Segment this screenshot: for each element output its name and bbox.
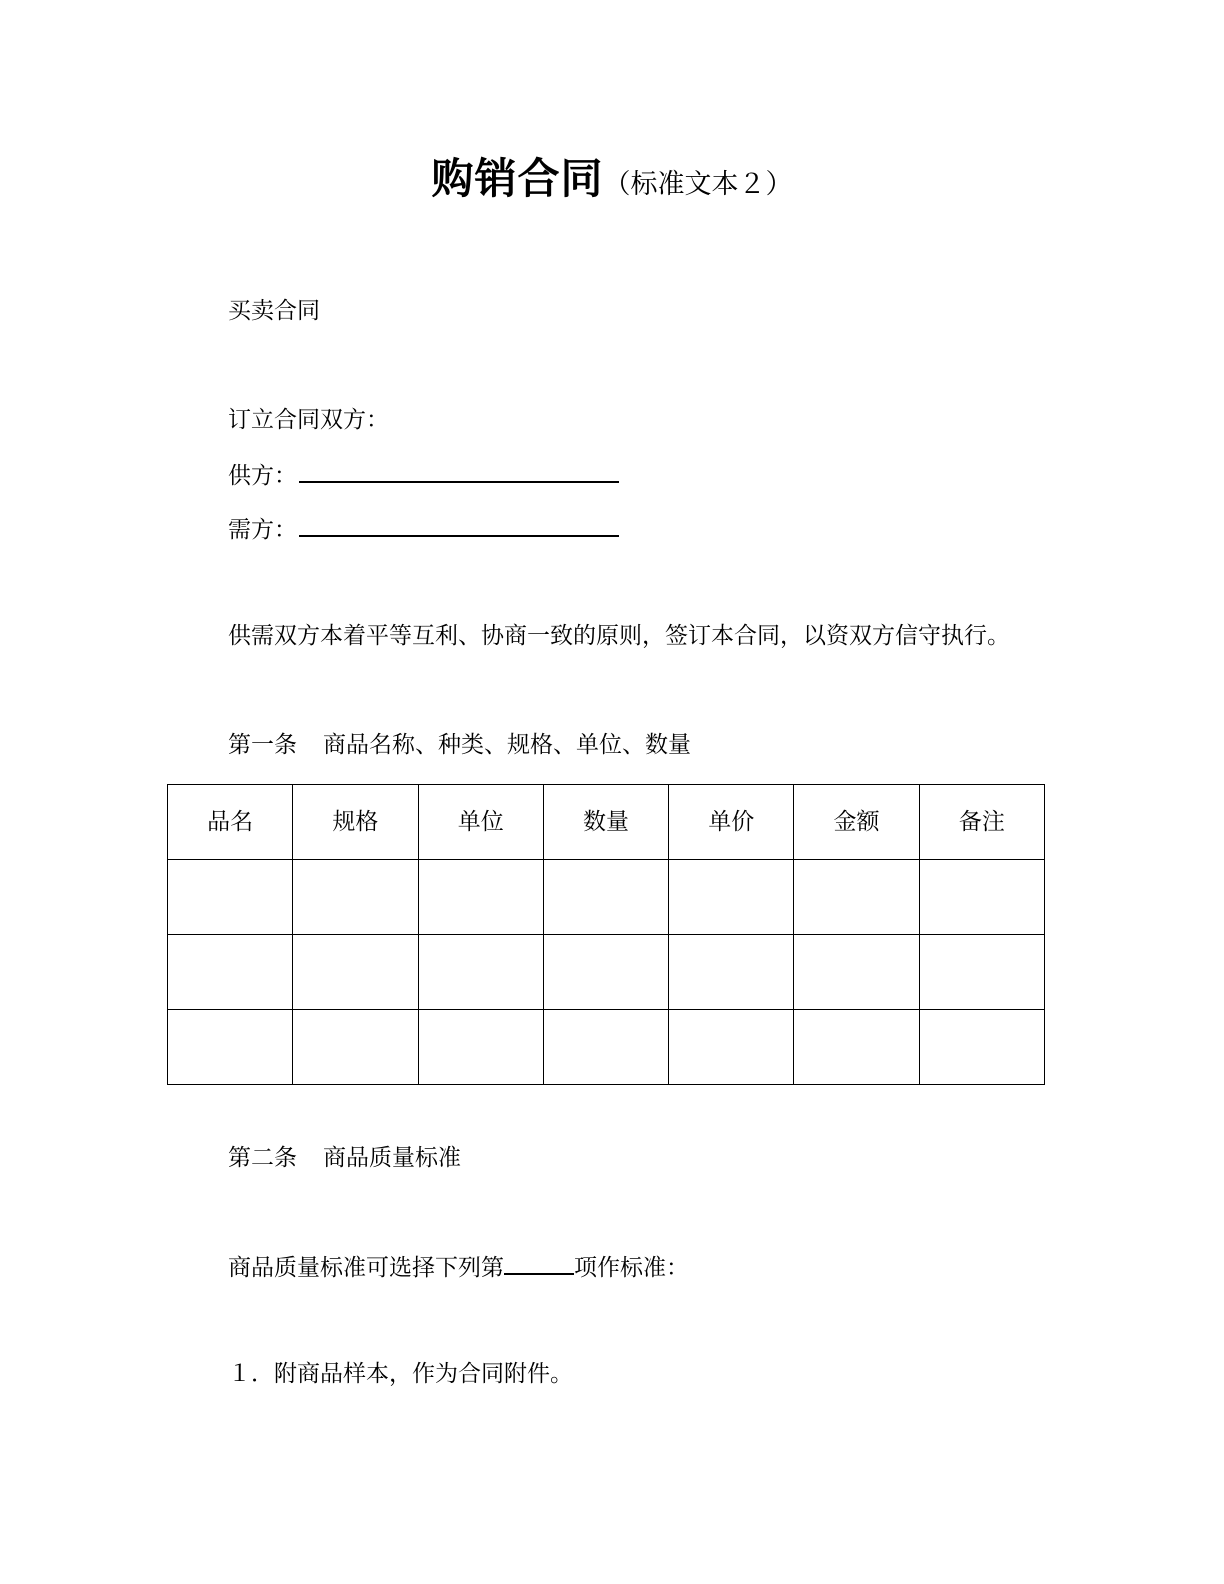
buyer-blank[interactable] xyxy=(299,513,619,537)
supplier-blank[interactable] xyxy=(299,459,619,483)
header-amount: 金额 xyxy=(794,785,919,860)
header-unit: 单位 xyxy=(418,785,543,860)
document-title xyxy=(0,146,1224,206)
header-remarks: 备注 xyxy=(919,785,1044,860)
table-cell[interactable] xyxy=(919,860,1044,935)
table-cell[interactable] xyxy=(293,935,418,1010)
table-cell[interactable] xyxy=(543,860,668,935)
table-cell[interactable] xyxy=(543,935,668,1010)
article1-heading xyxy=(228,730,691,760)
title-main: 购销合同 xyxy=(431,154,604,203)
table-cell[interactable] xyxy=(418,860,543,935)
buyer-line xyxy=(228,513,619,545)
goods-table xyxy=(167,784,1045,1085)
table-cell[interactable] xyxy=(293,860,418,935)
table-cell[interactable] xyxy=(168,1010,293,1085)
quality-item-1: １．附商品样本，作为合同附件。 xyxy=(228,1361,573,1387)
preamble-text: 供需双方本着平等互利、协商一致的原则，签订本合同，以资双方信守执行。 xyxy=(228,623,1010,649)
contract-heading: 买卖合同 xyxy=(228,298,320,324)
table-row xyxy=(168,860,1045,935)
table-row xyxy=(168,1010,1045,1085)
parties-intro: 订立合同双方： xyxy=(228,407,389,433)
header-quantity: 数量 xyxy=(543,785,668,860)
table-cell[interactable] xyxy=(919,1010,1044,1085)
table-cell[interactable] xyxy=(543,1010,668,1085)
table-cell[interactable] xyxy=(669,935,794,1010)
quality-option-blank[interactable] xyxy=(504,1251,574,1275)
table-row xyxy=(168,935,1045,1010)
supplier-label: 供方： xyxy=(228,463,297,489)
table-header-row xyxy=(168,785,1045,860)
article1-title: 商品名称、种类、规格、单位、数量 xyxy=(323,732,691,758)
table-cell[interactable] xyxy=(669,1010,794,1085)
table-cell[interactable] xyxy=(669,860,794,935)
header-product-name: 品名 xyxy=(168,785,293,860)
table-cell[interactable] xyxy=(794,935,919,1010)
header-specification: 规格 xyxy=(293,785,418,860)
article2-title: 商品质量标准 xyxy=(323,1145,461,1171)
buyer-label: 需方： xyxy=(228,517,297,543)
quality-standard-line xyxy=(228,1251,689,1283)
table-cell[interactable] xyxy=(168,860,293,935)
article1-number: 第一条 xyxy=(228,732,297,758)
article2-heading xyxy=(228,1143,461,1173)
article2-number: 第二条 xyxy=(228,1145,297,1171)
supplier-line xyxy=(228,459,619,491)
table-cell[interactable] xyxy=(293,1010,418,1085)
table-cell[interactable] xyxy=(919,935,1044,1010)
table-cell[interactable] xyxy=(794,1010,919,1085)
table-cell[interactable] xyxy=(168,935,293,1010)
table-cell[interactable] xyxy=(418,935,543,1010)
quality-suffix: 项作标准： xyxy=(574,1255,689,1281)
table-cell[interactable] xyxy=(794,860,919,935)
title-subtitle: （标准文本２） xyxy=(603,169,793,200)
table-cell[interactable] xyxy=(418,1010,543,1085)
header-unit-price: 单价 xyxy=(669,785,794,860)
quality-prefix: 商品质量标准可选择下列第 xyxy=(228,1255,504,1281)
